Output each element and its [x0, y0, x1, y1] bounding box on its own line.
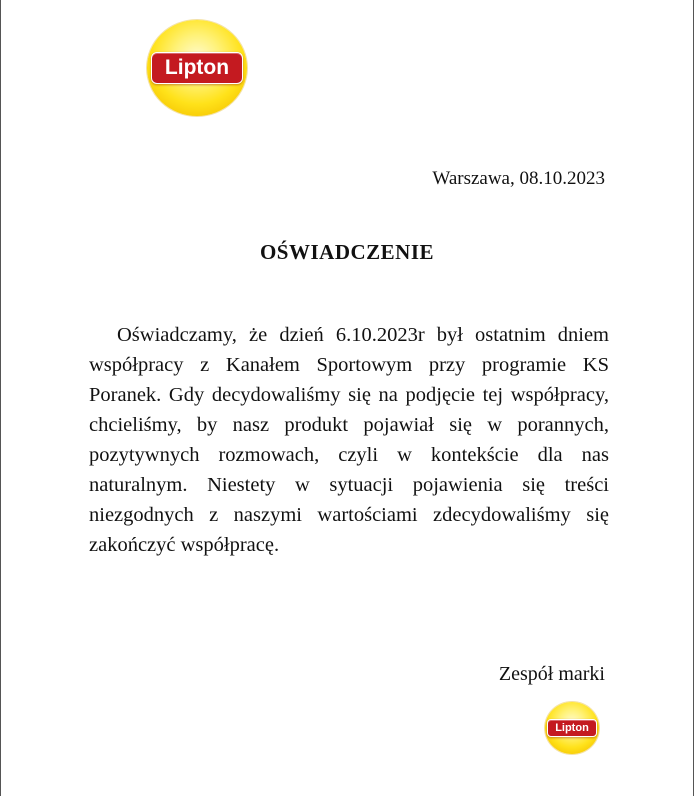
lipton-small-logo-label: Lipton	[547, 719, 597, 737]
lipton-small-logo-icon	[545, 702, 599, 754]
lipton-logo-label: Lipton	[151, 52, 243, 84]
statement-body: Oświadczamy, że dzień 6.10.2023r był ostatnim dniem współpracy z Kanałem Sportowym przy programie KS Poranek. Gdy decydowaliśmy się na podjęcie tej współpracy, chcieliśmy, by nasz produkt pojawiał się w porannych, pozytywnych rozmowach, czyli w kontekście dla nas naturalnym. Niestety w sytuacji pojawienia się treści niezgodnych z naszymi wartościami zdecydowaliśmy się zakończyć współpracę.	[89, 324, 609, 556]
document-title: OŚWIADCZENIE	[259, 240, 435, 264]
signature: Zespół marki	[498, 663, 605, 685]
date-line: Warszawa, 08.10.2023	[432, 168, 605, 189]
lipton-logo-icon	[147, 20, 247, 116]
